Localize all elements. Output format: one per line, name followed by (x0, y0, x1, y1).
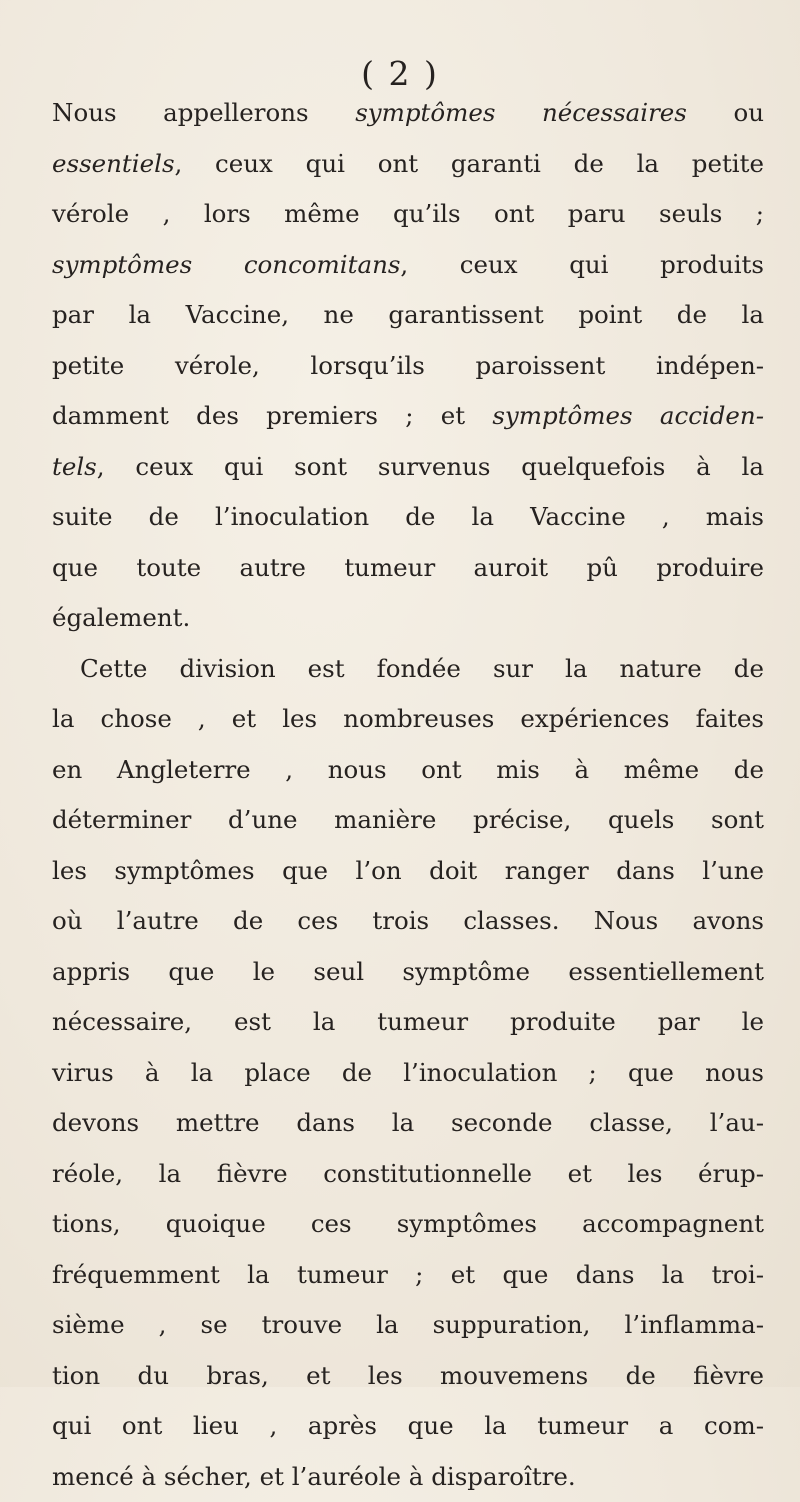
text-line: les symptômes que l’on doit ranger dans l’une (52, 846, 764, 897)
text-line: en Angleterre , nous ont mis à même de (52, 745, 764, 796)
text-line: vérole , lors même qu’ils ont paru seuls ; (52, 189, 764, 240)
text-line: symptômes concomitans, ceux qui produits (52, 240, 764, 291)
paragraph-start-line: Cette division est fondée sur la nature de (52, 644, 764, 695)
text-line: virus à la place de l’inoculation ; que nous (52, 1048, 764, 1099)
text-line: Nous appellerons symptômes nécessaires ou (52, 88, 764, 139)
text-line: sième , se trouve la suppuration, l’inflamma- (52, 1300, 764, 1351)
text-line: où l’autre de ces trois classes. Nous avons (52, 896, 764, 947)
text-line: fréquemment la tumeur ; et que dans la troi- (52, 1250, 764, 1301)
text-line: la chose , et les nombreuses expériences faites (52, 694, 764, 745)
text-line: appris que le seul symptôme essentiellement (52, 947, 764, 998)
text-line: damment des premiers ; et symptômes acciden- (52, 391, 764, 442)
text-line: tels, ceux qui sont survenus quelquefois à la (52, 442, 764, 493)
text-line: tions, quoique ces symptômes accompagnent (52, 1199, 764, 1250)
text-line: réole, la fièvre constitutionnelle et les érup- (52, 1149, 764, 1200)
text-line: suite de l’inoculation de la Vaccine , mais (52, 492, 764, 543)
text-line: déterminer d’une manière précise, quels sont (52, 795, 764, 846)
text-line: mencé à sécher, et l’auréole à disparoître. (52, 1452, 764, 1502)
text-line: essentiels, ceux qui ont garanti de la petite (52, 139, 764, 190)
text-line: par la Vaccine, ne garantissent point de la (52, 290, 764, 341)
body-text (52, 88, 764, 1502)
text-line: devons mettre dans la seconde classe, l’au- (52, 1098, 764, 1149)
text-line: petite vérole, lorsqu’ils paroissent indépen- (52, 341, 764, 392)
text-line: également. (52, 593, 764, 644)
page-number: ( 2 ) (0, 54, 800, 94)
text-line: tion du bras, et les mouvemens de fièvre (52, 1351, 764, 1402)
text-line: nécessaire, est la tumeur produite par le (52, 997, 764, 1048)
text-line: que toute autre tumeur auroit pû produire (52, 543, 764, 594)
text-line: qui ont lieu , après que la tumeur a com- (52, 1401, 764, 1452)
